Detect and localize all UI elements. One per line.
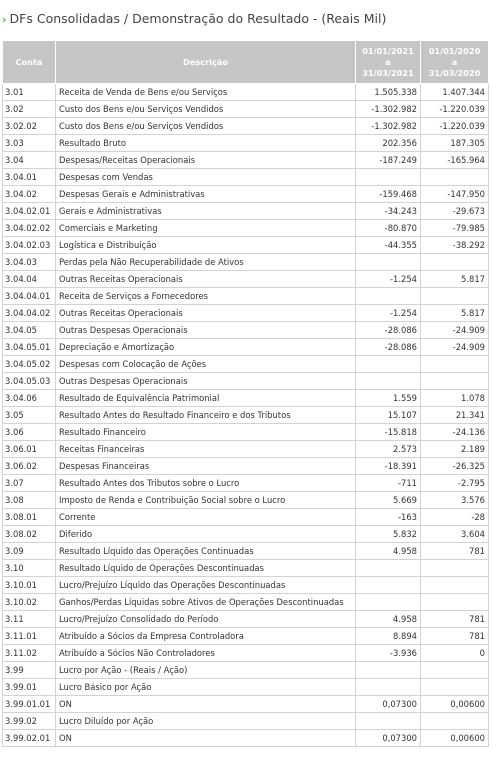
- row-value-2021: [356, 356, 421, 373]
- row-value-2021: 4.958: [356, 543, 421, 560]
- table-row: [3, 475, 489, 492]
- row-value-2020: 2.189: [421, 441, 489, 458]
- row-value-2021: [356, 594, 421, 611]
- table-header: [3, 41, 489, 84]
- row-conta: 3.04.05.02: [3, 356, 56, 373]
- row-value-2020: [421, 169, 489, 186]
- row-value-2021: [356, 169, 421, 186]
- table-row: [3, 560, 489, 577]
- table-row: [3, 611, 489, 628]
- row-value-2020: -1.220.039: [421, 118, 489, 135]
- header-period-2021-start: 01/01/2021: [362, 45, 414, 56]
- table-row: [3, 526, 489, 543]
- row-descricao: Resultado Antes dos Tributos sobre o Lucro: [56, 475, 356, 492]
- row-value-2021: -1.254: [356, 271, 421, 288]
- row-value-2020: -28: [421, 509, 489, 526]
- row-value-2020: 5.817: [421, 305, 489, 322]
- table-row: [3, 713, 489, 730]
- row-descricao: Diferido: [56, 526, 356, 543]
- row-value-2020: 5.817: [421, 271, 489, 288]
- row-value-2021: [356, 662, 421, 679]
- row-value-2021: -34.243: [356, 203, 421, 220]
- row-conta: 3.08.01: [3, 509, 56, 526]
- row-value-2021: 4.958: [356, 611, 421, 628]
- row-conta: 3.08.02: [3, 526, 56, 543]
- row-descricao: Imposto de Renda e Contribuição Social sobre o Lucro: [56, 492, 356, 509]
- row-value-2021: [356, 560, 421, 577]
- row-value-2021: -1.254: [356, 305, 421, 322]
- table-row: [3, 339, 489, 356]
- row-conta: 3.06.02: [3, 458, 56, 475]
- table-body: [3, 84, 489, 747]
- row-descricao: Resultado Bruto: [56, 135, 356, 152]
- row-value-2020: 781: [421, 628, 489, 645]
- row-descricao: Outras Receitas Operacionais: [56, 271, 356, 288]
- row-conta: 3.09: [3, 543, 56, 560]
- table-row: [3, 407, 489, 424]
- row-conta: 3.10: [3, 560, 56, 577]
- row-value-2020: -2.795: [421, 475, 489, 492]
- row-value-2021: [356, 254, 421, 271]
- row-descricao: Lucro por Ação - (Reais / Ação): [56, 662, 356, 679]
- row-value-2021: 5.832: [356, 526, 421, 543]
- row-conta: 3.04.04: [3, 271, 56, 288]
- row-value-2021: -187.249: [356, 152, 421, 169]
- table-row: [3, 322, 489, 339]
- row-descricao: Custo dos Bens e/ou Serviços Vendidos: [56, 101, 356, 118]
- row-value-2021: -15.818: [356, 424, 421, 441]
- row-conta: 3.99.02: [3, 713, 56, 730]
- row-descricao: Atribuído a Sócios Não Controladores: [56, 645, 356, 662]
- header-descricao: Descrição: [56, 41, 356, 84]
- row-conta: 3.10.02: [3, 594, 56, 611]
- table-row: [3, 101, 489, 118]
- table-row: [3, 220, 489, 237]
- row-descricao: Resultado Antes do Resultado Financeiro e dos Tributos: [56, 407, 356, 424]
- row-conta: 3.99: [3, 662, 56, 679]
- row-conta: 3.99.01: [3, 679, 56, 696]
- row-value-2021: 2.573: [356, 441, 421, 458]
- table-row: [3, 458, 489, 475]
- table-row: [3, 492, 489, 509]
- row-value-2020: 0: [421, 645, 489, 662]
- row-value-2021: [356, 713, 421, 730]
- table-row: [3, 662, 489, 679]
- row-conta: 3.10.01: [3, 577, 56, 594]
- row-descricao: Ganhos/Perdas Líquidas sobre Ativos de Operações Descontinuadas: [56, 594, 356, 611]
- row-value-2021: [356, 288, 421, 305]
- page-title: [2, 9, 386, 29]
- chevron-right-icon: ›: [2, 13, 7, 26]
- row-conta: 3.04.06: [3, 390, 56, 407]
- row-value-2020: [421, 679, 489, 696]
- row-value-2020: 21.341: [421, 407, 489, 424]
- row-value-2020: 3.576: [421, 492, 489, 509]
- row-conta: 3.08: [3, 492, 56, 509]
- row-descricao: Resultado de Equivalência Patrimonial: [56, 390, 356, 407]
- row-value-2021: -711: [356, 475, 421, 492]
- table-row: [3, 424, 489, 441]
- row-value-2021: [356, 373, 421, 390]
- row-value-2020: [421, 356, 489, 373]
- table-row: [3, 730, 489, 747]
- table-row: [3, 679, 489, 696]
- row-value-2020: 781: [421, 611, 489, 628]
- row-conta: 3.04.05.01: [3, 339, 56, 356]
- row-value-2020: [421, 373, 489, 390]
- row-descricao: Comerciais e Marketing: [56, 220, 356, 237]
- row-descricao: Receita de Serviços a Fornecedores: [56, 288, 356, 305]
- row-conta: 3.04.01: [3, 169, 56, 186]
- row-value-2021: -18.391: [356, 458, 421, 475]
- row-value-2020: [421, 560, 489, 577]
- row-conta: 3.02.02: [3, 118, 56, 135]
- row-conta: 3.04.02: [3, 186, 56, 203]
- table-row: [3, 186, 489, 203]
- row-value-2020: 187.305: [421, 135, 489, 152]
- row-value-2020: 0,00600: [421, 696, 489, 713]
- row-value-2021: -1.302.982: [356, 101, 421, 118]
- table-row: [3, 577, 489, 594]
- row-descricao: Logística e Distribuição: [56, 237, 356, 254]
- row-descricao: ON: [56, 730, 356, 747]
- row-conta: 3.04.02.01: [3, 203, 56, 220]
- row-descricao: Atribuído a Sócios da Empresa Controladora: [56, 628, 356, 645]
- row-value-2020: -24.909: [421, 339, 489, 356]
- row-descricao: Lucro Básico por Ação: [56, 679, 356, 696]
- row-descricao: Resultado Líquido de Operações Descontinuadas: [56, 560, 356, 577]
- row-conta: 3.01: [3, 84, 56, 101]
- row-conta: 3.05: [3, 407, 56, 424]
- row-descricao: Perdas pela Não Recuperabilidade de Ativos: [56, 254, 356, 271]
- table-row: [3, 271, 489, 288]
- table-row: [3, 203, 489, 220]
- table-row: [3, 441, 489, 458]
- row-value-2020: [421, 662, 489, 679]
- table-row: [3, 305, 489, 322]
- header-period-2020-end: 31/03/2020: [428, 67, 481, 78]
- header-period-2021: [356, 41, 421, 84]
- row-descricao: Despesas com Vendas: [56, 169, 356, 186]
- row-conta: 3.04.02.02: [3, 220, 56, 237]
- row-value-2020: 0,00600: [421, 730, 489, 747]
- row-value-2020: -147.950: [421, 186, 489, 203]
- row-descricao: Outras Receitas Operacionais: [56, 305, 356, 322]
- row-conta: 3.11.02: [3, 645, 56, 662]
- row-value-2020: -79.985: [421, 220, 489, 237]
- row-value-2020: [421, 594, 489, 611]
- row-value-2020: -24.909: [421, 322, 489, 339]
- row-value-2020: 1.407.344: [421, 84, 489, 101]
- table-row: [3, 509, 489, 526]
- row-value-2021: -159.468: [356, 186, 421, 203]
- row-conta: 3.04: [3, 152, 56, 169]
- row-value-2020: [421, 577, 489, 594]
- row-value-2020: 3.604: [421, 526, 489, 543]
- row-descricao: Lucro/Prejuízo Consolidado do Período: [56, 611, 356, 628]
- row-value-2021: 8.894: [356, 628, 421, 645]
- table-row: [3, 237, 489, 254]
- row-conta: 3.02: [3, 101, 56, 118]
- income-statement-table: [2, 40, 489, 747]
- table-row: [3, 696, 489, 713]
- row-value-2021: -163: [356, 509, 421, 526]
- row-value-2020: 1.078: [421, 390, 489, 407]
- row-descricao: Outras Despesas Operacionais: [56, 322, 356, 339]
- header-period-2020: [421, 41, 489, 84]
- row-conta: 3.99.01.01: [3, 696, 56, 713]
- row-value-2020: [421, 288, 489, 305]
- table-row: [3, 118, 489, 135]
- row-value-2021: -80.870: [356, 220, 421, 237]
- row-descricao: Outras Despesas Operacionais: [56, 373, 356, 390]
- table-row: [3, 594, 489, 611]
- row-value-2021: 202.356: [356, 135, 421, 152]
- row-descricao: Receitas Financeiras: [56, 441, 356, 458]
- row-conta: 3.07: [3, 475, 56, 492]
- table-row: [3, 373, 489, 390]
- row-value-2021: 15.107: [356, 407, 421, 424]
- row-value-2020: -1.220.039: [421, 101, 489, 118]
- row-value-2020: [421, 254, 489, 271]
- row-descricao: Lucro/Prejuízo Líquido das Operações Descontinuadas: [56, 577, 356, 594]
- row-value-2020: -24.136: [421, 424, 489, 441]
- row-descricao: Depreciação e Amortização: [56, 339, 356, 356]
- row-conta: 3.99.02.01: [3, 730, 56, 747]
- row-value-2021: 5.669: [356, 492, 421, 509]
- table-row: [3, 169, 489, 186]
- row-conta: 3.04.04.02: [3, 305, 56, 322]
- table-row: [3, 135, 489, 152]
- row-descricao: Resultado Líquido das Operações Continuadas: [56, 543, 356, 560]
- header-period-2020-sep: a: [451, 56, 458, 67]
- table-row: [3, 254, 489, 271]
- table-row: [3, 390, 489, 407]
- row-conta: 3.04.03: [3, 254, 56, 271]
- row-value-2021: [356, 577, 421, 594]
- row-value-2021: -1.302.982: [356, 118, 421, 135]
- row-value-2020: [421, 713, 489, 730]
- row-descricao: Lucro Diluído por Ação: [56, 713, 356, 730]
- row-conta: 3.11: [3, 611, 56, 628]
- row-value-2020: -26.325: [421, 458, 489, 475]
- row-value-2020: -29.673: [421, 203, 489, 220]
- row-value-2020: 781: [421, 543, 489, 560]
- row-descricao: Receita de Venda de Bens e/ou Serviços: [56, 84, 356, 101]
- table-row: [3, 356, 489, 373]
- row-value-2021: 1.559: [356, 390, 421, 407]
- row-conta: 3.03: [3, 135, 56, 152]
- row-descricao: Custo dos Bens e/ou Serviços Vendidos: [56, 118, 356, 135]
- row-descricao: Gerais e Administrativas: [56, 203, 356, 220]
- row-conta: 3.04.05.03: [3, 373, 56, 390]
- row-value-2021: -28.086: [356, 322, 421, 339]
- row-value-2021: [356, 679, 421, 696]
- row-value-2021: -28.086: [356, 339, 421, 356]
- row-conta: 3.11.01: [3, 628, 56, 645]
- table-row: [3, 84, 489, 101]
- row-conta: 3.04.02.03: [3, 237, 56, 254]
- row-value-2021: -3.936: [356, 645, 421, 662]
- row-conta: 3.04.05: [3, 322, 56, 339]
- page-title-text: DFs Consolidadas / Demonstração do Resultado - (Reais Mil): [9, 11, 387, 26]
- header-period-2020-start: 01/01/2020: [428, 45, 481, 56]
- table-row: [3, 628, 489, 645]
- table-row: [3, 152, 489, 169]
- row-value-2020: -165.964: [421, 152, 489, 169]
- row-descricao: Corrente: [56, 509, 356, 526]
- row-conta: 3.06: [3, 424, 56, 441]
- row-descricao: Despesas Financeiras: [56, 458, 356, 475]
- row-value-2021: -44.355: [356, 237, 421, 254]
- header-conta: Conta: [3, 41, 56, 84]
- table-row: [3, 543, 489, 560]
- row-value-2021: 1.505.338: [356, 84, 421, 101]
- row-descricao: Despesas com Colocação de Ações: [56, 356, 356, 373]
- row-descricao: Resultado Financeiro: [56, 424, 356, 441]
- row-conta: 3.06.01: [3, 441, 56, 458]
- header-period-2021-sep: a: [385, 56, 391, 67]
- row-value-2021: 0,07300: [356, 696, 421, 713]
- table-row: [3, 288, 489, 305]
- row-descricao: ON: [56, 696, 356, 713]
- row-conta: 3.04.04.01: [3, 288, 56, 305]
- row-descricao: Despesas Gerais e Administrativas: [56, 186, 356, 203]
- row-value-2020: -38.292: [421, 237, 489, 254]
- table-row: [3, 645, 489, 662]
- row-value-2021: 0,07300: [356, 730, 421, 747]
- header-period-2021-end: 31/03/2021: [362, 67, 414, 78]
- row-descricao: Despesas/Receitas Operacionais: [56, 152, 356, 169]
